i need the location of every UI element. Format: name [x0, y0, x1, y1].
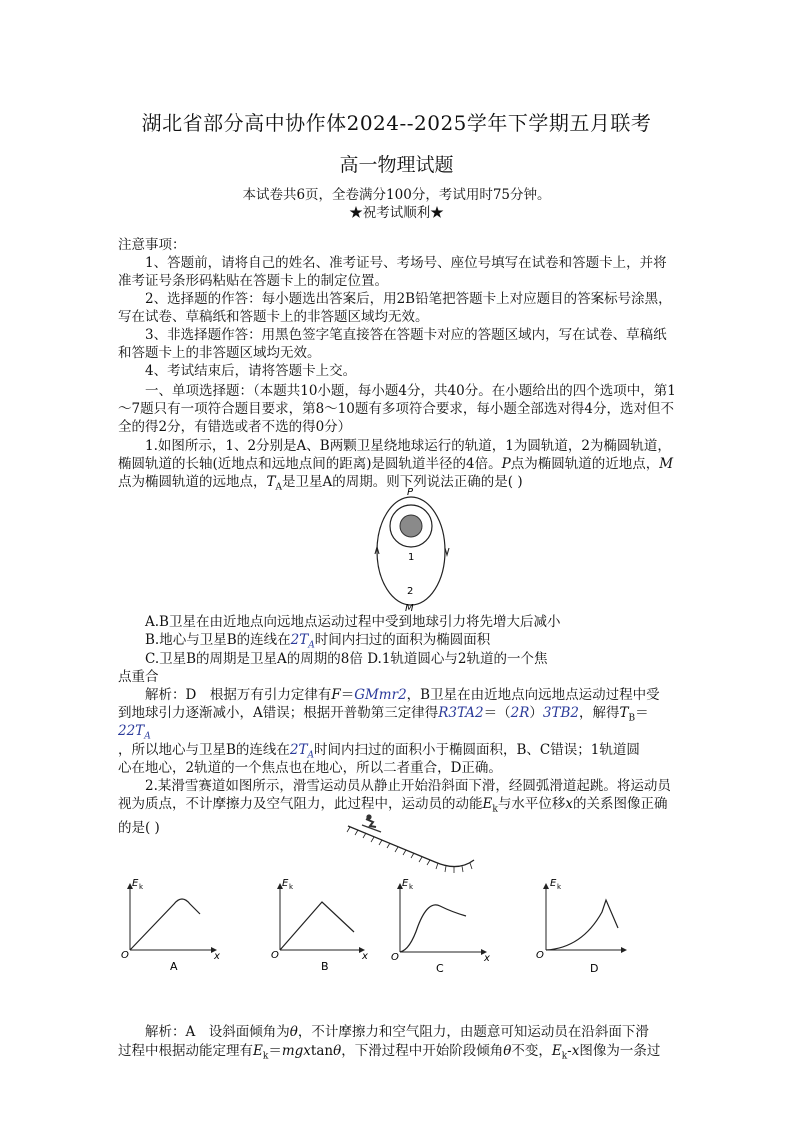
question-2-stem: 2.某滑雪赛道如图所示，滑雪运动员从静止开始沿斜面下滑，经圆弧滑道起跳。将运动员视为质点，不计摩擦力及空气阻力，此过程中，运动员的动能$E_k$与水平位移x的关系图像正确的是( ): [118, 778, 671, 836]
graph-b: [271, 878, 368, 973]
notes-heading: 注意事项：: [118, 237, 186, 253]
graph-b-curve: [280, 902, 354, 950]
svg-text:O: O: [536, 950, 544, 961]
q1-option-b: B.地心与卫星B的连线在$2T_A$时间内扫过的面积为椭圆面积: [145, 632, 491, 651]
svg-text:k: k: [557, 883, 562, 891]
label-orbit-1: 1: [408, 552, 415, 563]
graph-a-curve: [130, 899, 200, 950]
earth-icon: [400, 515, 422, 537]
q2-analysis-line-2: 过程中根据动能定理有$E_k=mgxtan\theta$，下滑过程中开始阶段倾角θ不变，$E_k-x$图像为一条过: [118, 1043, 661, 1062]
q1-analysis-line-2: 到地球引力逐渐减小，A错误；根据开普勒第三定律得R3TA2＝（2R）3TB2，解得$T_B=$: [118, 705, 649, 724]
skier-icon: [362, 814, 381, 832]
svg-text:x: x: [484, 953, 490, 964]
graph-a-label: A: [170, 960, 178, 973]
exam-title: 湖北省部分高中协作体2024--2025学年下学期五月联考: [141, 111, 652, 135]
orbit-figure: [370, 488, 450, 613]
q2-analysis-line-1: 解析：A 设斜面倾角为θ，不计摩擦力和空气阻力，由题意可知运动员在沿斜面下滑: [145, 1024, 649, 1040]
svg-text:E: E: [282, 878, 289, 889]
svg-text:O: O: [391, 952, 399, 963]
q1-analysis-line-1: 解析：D 根据万有引力定律有F＝GMmr2，B卫星在由近地点向远地点运动过程中受: [145, 687, 660, 703]
graph-c-curve: [400, 905, 466, 952]
note-item-1: 1、答题前，请将自己的姓名、准考证号、考场号、座位号填写在试卷和答题卡上，并将准考证号条形码粘贴在答题卡上的制定位置。: [118, 255, 667, 289]
q1-option-c-d: C.卫星B的周期是卫星A的周期的8倍 D.1轨道圆心与2轨道的一个焦点重合: [118, 651, 548, 685]
graph-c-label: C: [436, 962, 444, 975]
exam-wish: ★祝考试顺利★: [349, 205, 444, 221]
svg-text:k: k: [139, 883, 144, 891]
section-instructions: 一、单项选择题：（本题共10小题，每小题4分，共40分。在小题给出的四个选项中，第1～7题只有一项符合题目要求，第8～10题有多项符合要求，每小题全部选对得4分，选对但不全的得2分，有错选或者不选的得0分）: [118, 383, 676, 435]
slope-surface: [348, 826, 474, 867]
exam-subtitle: 高一物理试题: [339, 154, 454, 176]
answer-graphs: [118, 870, 498, 978]
svg-text:O: O: [121, 950, 129, 961]
graph-d-curve: [546, 900, 618, 950]
svg-text:x: x: [214, 951, 220, 962]
svg-text:E: E: [132, 878, 139, 889]
exam-info: 本试卷共6页，全卷满分100分，考试用时75分钟。: [242, 187, 551, 203]
label-orbit-2: 2: [407, 586, 414, 597]
svg-text:x: x: [362, 951, 368, 962]
q1-analysis-line-5: 心在地心，2轨道的一个焦点也在地心，所以二者重合，D正确。: [118, 760, 502, 776]
svg-text:O: O: [271, 950, 279, 961]
note-item-3: 3、非选择题作答：用黑色签字笔直接答在答题卡对应的答题区域内，写在试卷、草稿纸和答题卡上的非答题区域均无效。: [118, 327, 667, 361]
answer-graph-d: [530, 870, 630, 978]
note-item-4: 4、考试结束后，请将答题卡上交。: [145, 363, 357, 379]
graph-c: [391, 878, 490, 975]
question-1-stem: 1.如图所示，1、2分别是A、B两颗卫星绕地球运行的轨道，1为圆轨道，2为椭圆轨道，椭圆轨道的长轴(近地点和远地点间的距离)是圆轨道半径的4倍。P点为椭圆轨道的近地点，M点为椭圆轨道的远地点，$T_A$是卫星A的周期。则下列说法正确的是( ): [118, 438, 674, 493]
svg-text:k: k: [289, 883, 294, 891]
q1-analysis-line-3: $22T_A$: [118, 723, 151, 742]
label-p: P: [407, 488, 414, 498]
graph-d: [536, 878, 626, 975]
arrow-right-down-icon: [445, 548, 449, 555]
svg-text:E: E: [550, 878, 557, 889]
note-item-2: 2、选择题的作答：每小题选出答案后，用2B铅笔把答题卡上对应题目的答案标号涂黑，写在试卷、草稿纸和答题卡上的非答题区域均无效。: [118, 291, 672, 325]
svg-text:k: k: [409, 883, 414, 891]
graph-d-label: D: [590, 962, 599, 975]
svg-text:E: E: [402, 878, 409, 889]
label-m: M: [405, 603, 414, 613]
graph-a: [121, 878, 220, 973]
graph-b-label: B: [321, 960, 329, 973]
q1-analysis-line-4: ，所以地心与卫星B的连线在$2T_A$时间内扫过的面积小于椭圆面积，B、C错误；1轨道圆: [118, 742, 640, 761]
q1-option-a: A.B卫星在由近地点向远地点运动过程中受到地球引力将先增大后减小: [145, 614, 561, 630]
